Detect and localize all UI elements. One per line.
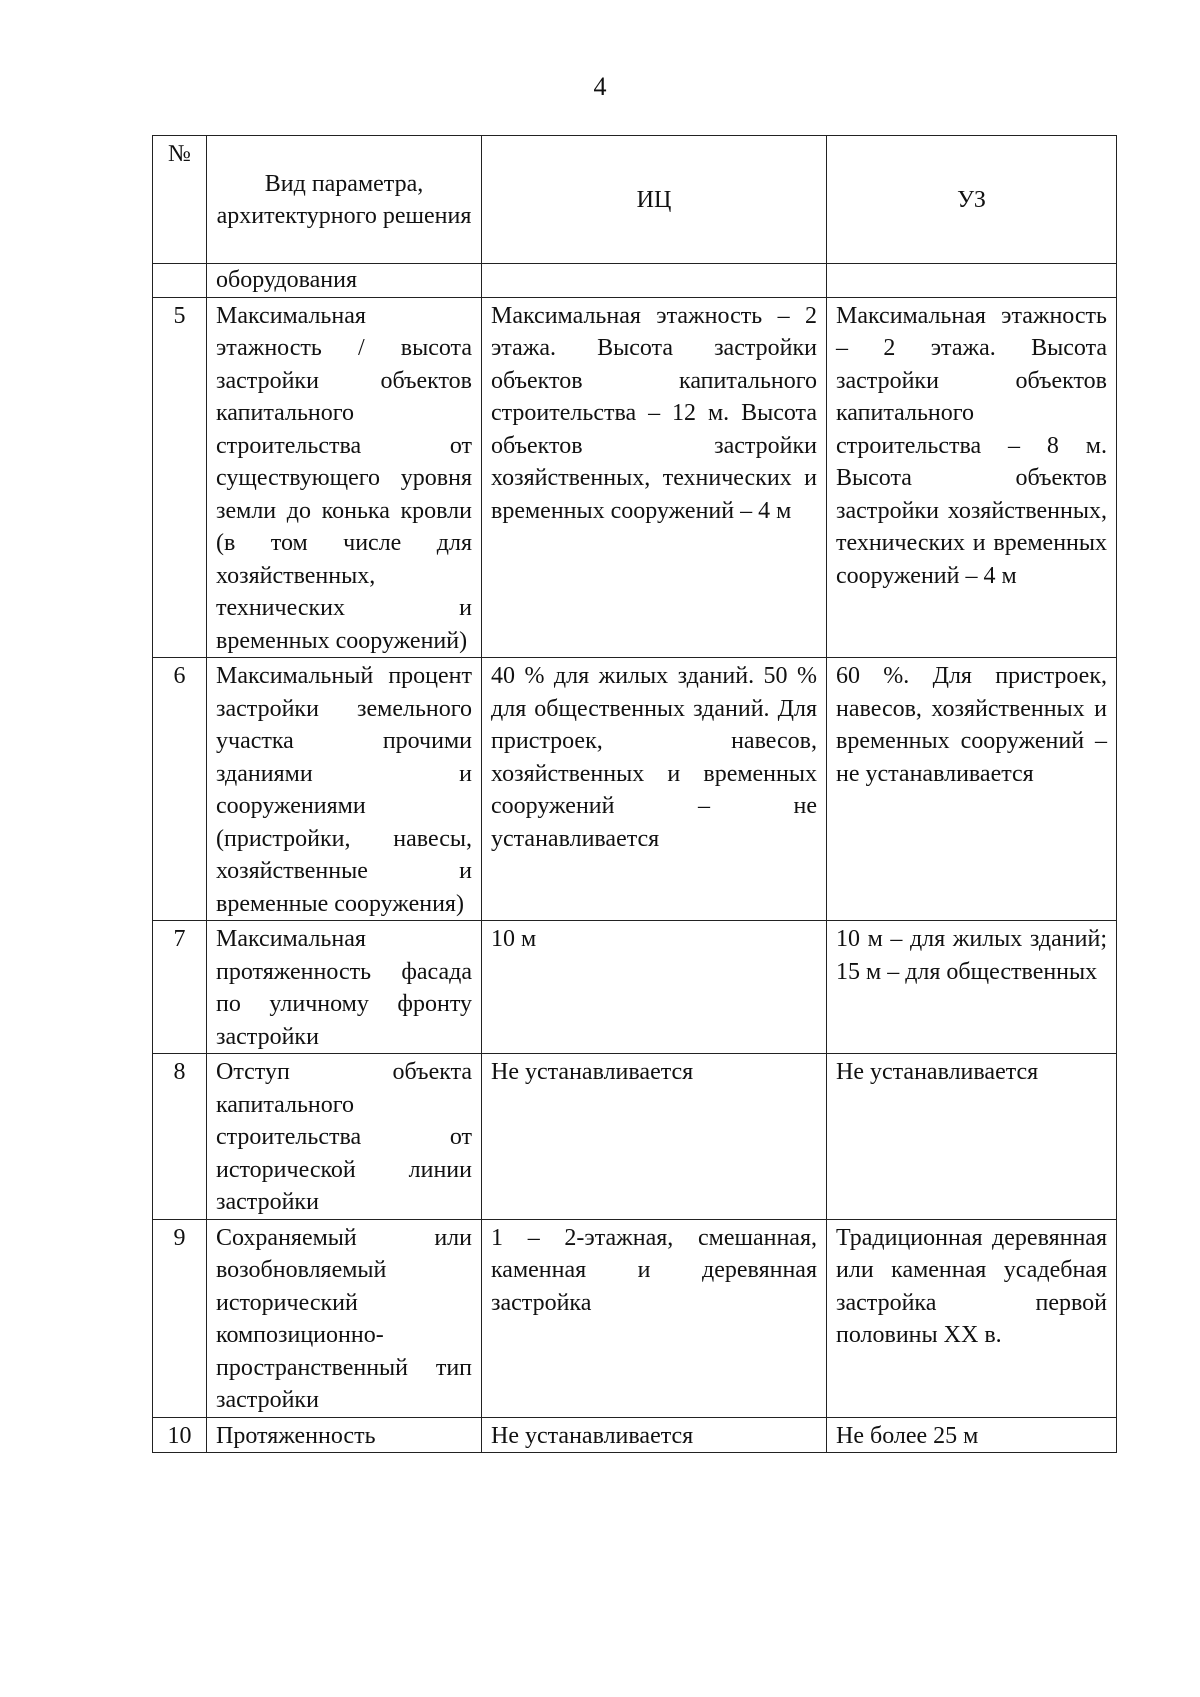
row-ic-value <box>482 264 827 298</box>
row-number: 7 <box>153 921 207 1054</box>
parameters-table <box>152 135 1117 1453</box>
table-row <box>153 264 1117 298</box>
row-parameter: Максимальная этажность / высота застройки объектов капитального строительства от существующего уровня земли до конька кровли (в том числе для хозяйственных, технических и временных сооружений) <box>207 297 482 658</box>
table-row <box>153 658 1117 921</box>
row-ic-value: 10 м <box>482 921 827 1054</box>
row-parameter: Максимальный процент застройки земельного участка прочими зданиями и сооружениями (пристройки, навесы, хозяйственные и временные сооружения) <box>207 658 482 921</box>
row-parameter: Протяженность <box>207 1417 482 1453</box>
table-row <box>153 297 1117 658</box>
table-row <box>153 1219 1117 1417</box>
row-uz-value: 10 м – для жилых зданий; 15 м – для общественных <box>827 921 1117 1054</box>
row-uz-value: Не устанавливается <box>827 1054 1117 1220</box>
row-number <box>153 264 207 298</box>
header-number: № <box>153 136 207 264</box>
row-uz-value: Традиционная деревянная или каменная усадебная застройка первой половины XX в. <box>827 1219 1117 1417</box>
table-row <box>153 1417 1117 1453</box>
row-parameter: Отступ объекта капитального строительства от исторической линии застройки <box>207 1054 482 1220</box>
row-parameter: оборудования <box>207 264 482 298</box>
table-row <box>153 921 1117 1054</box>
row-uz-value: 60 %. Для пристроек, навесов, хозяйственных и временных сооружений – не устанавливается <box>827 658 1117 921</box>
row-parameter: Максимальная протяженность фасада по уличному фронту застройки <box>207 921 482 1054</box>
row-ic-value: 1 – 2-этажная, смешанная, каменная и деревянная застройка <box>482 1219 827 1417</box>
header-ic: ИЦ <box>482 136 827 264</box>
row-ic-value: Не устанавливается <box>482 1417 827 1453</box>
row-ic-value: Максимальная этажность – 2 этажа. Высота застройки объектов капитального строительства – 12 м. Высота объектов застройки хозяйственных, технических и временных сооружений – 4 м <box>482 297 827 658</box>
row-number: 8 <box>153 1054 207 1220</box>
row-ic-value: Не устанавливается <box>482 1054 827 1220</box>
row-uz-value: Не более 25 м <box>827 1417 1117 1453</box>
row-number: 10 <box>153 1417 207 1453</box>
row-number: 9 <box>153 1219 207 1417</box>
header-parameter: Вид параметра, архитектурного решения <box>207 136 482 264</box>
row-ic-value: 40 % для жилых зданий. 50 % для общественных зданий. Для пристроек, навесов, хозяйственных и временных сооружений – не устанавливается <box>482 658 827 921</box>
row-number: 5 <box>153 297 207 658</box>
row-parameter: Сохраняемый или возобновляемый исторический композиционно-пространственный тип застройки <box>207 1219 482 1417</box>
row-uz-value <box>827 264 1117 298</box>
table-header-row <box>153 136 1117 264</box>
header-uz: УЗ <box>827 136 1117 264</box>
page-number: 4 <box>593 72 607 101</box>
row-uz-value: Максимальная этажность – 2 этажа. Высота застройки объектов капитального строительства – 8 м. Высота объектов застройки хозяйственных, технических и временных сооружений – 4 м <box>827 297 1117 658</box>
row-number: 6 <box>153 658 207 921</box>
table-row <box>153 1054 1117 1220</box>
